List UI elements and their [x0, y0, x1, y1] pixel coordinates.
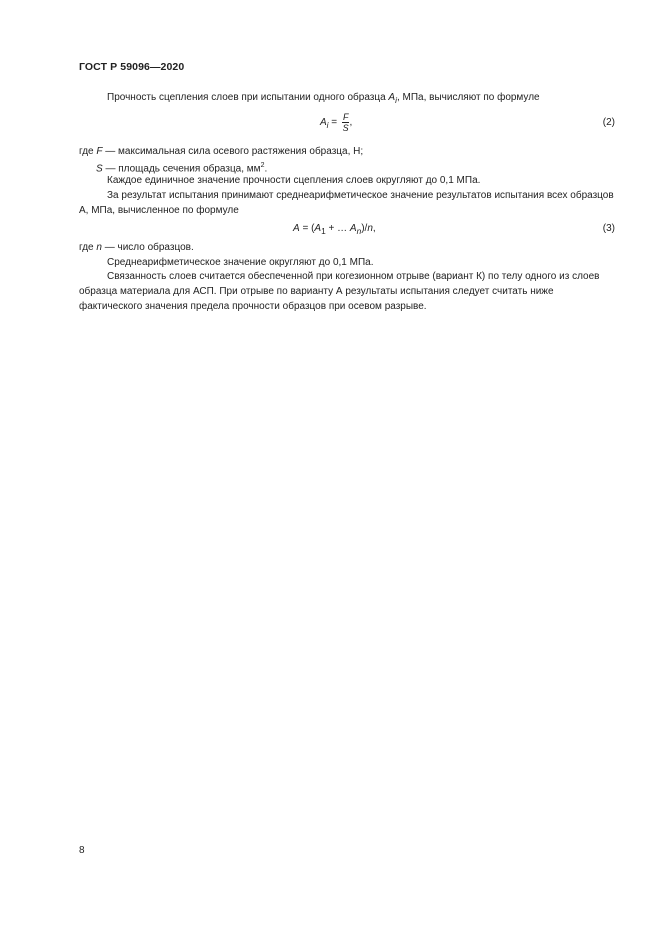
- fraction: $\frac{F}{S}$: [342, 112, 349, 133]
- paragraph-rounding: Каждое единичное значение прочности сцепления слоев округляют до 0,1 МПа.: [107, 175, 481, 186]
- document-header: ГОСТ Р 59096—2020: [79, 61, 185, 73]
- paragraph-mean-rounding: Среднеарифметическое значение округляют до 0,1 МПа.: [107, 257, 374, 268]
- formula-2: $A_i$ = $\frac{F}{S}$ ,: [320, 112, 353, 133]
- where-n: где n — число образцов.: [79, 242, 194, 253]
- formula-3-number: (3): [602, 223, 615, 234]
- formula-2-number: (2): [602, 117, 615, 128]
- paragraph-bonding: Связанность слоев считается обеспеченной при когезионном отрыве (вариант К) по телу одного из слоев образца материала для АСП. При отрыве по варианту А результаты испытания следует считать ниже фактического значения предела прочности образцов при осевом разрыве.: [79, 271, 600, 312]
- formula-3: $A = (A_1$ + … $A_n)/n$,: [293, 223, 376, 236]
- paragraph-result: За результат испытания принимают среднеарифметическое значение результатов испытания всех образцов A, МПа, вычисленное по формуле: [79, 190, 614, 216]
- paragraph-strength-intro: Прочность сцепления слоев при испытании одного образца $A_i$, МПа, вычисляют по формуле: [107, 92, 540, 105]
- where-F: где F — максимальная сила осевого растяжения образца, Н;: [79, 146, 364, 157]
- page-number: 8: [79, 845, 85, 856]
- where-S: S — площадь сечения образца, $мм^2$.: [96, 162, 268, 175]
